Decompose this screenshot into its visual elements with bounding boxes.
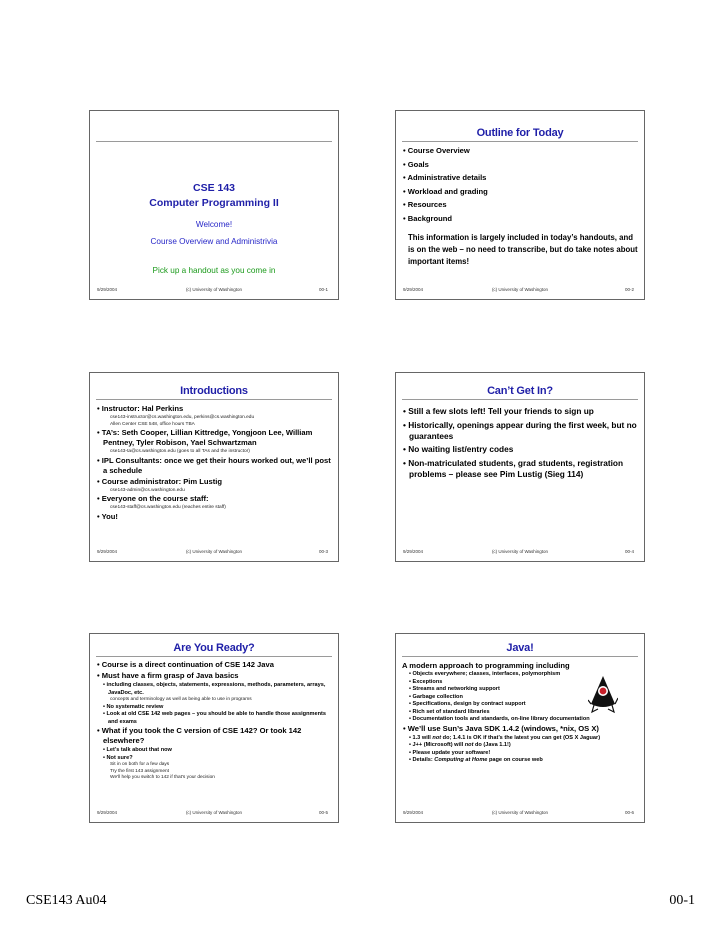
slide-4 (395, 372, 645, 562)
slide-5 (89, 633, 339, 823)
footer-page: 00-4 (624, 549, 634, 554)
sub-item: • No systematic review (103, 703, 164, 710)
list-item: • Course Overview (403, 146, 470, 155)
slide-title: Can’t Get In? (487, 385, 553, 397)
handout-text: Pick up a handout as you come in (152, 266, 276, 275)
intro-text: A modern approach to programming including (402, 661, 570, 670)
footer-page: 00-1 (318, 287, 328, 292)
footer-page: 00-2 (624, 287, 634, 292)
feature-item: • Streams and networking support (409, 686, 500, 692)
list-item: • Must have a firm grasp of Java basics (97, 671, 239, 680)
slide-footer (396, 285, 644, 295)
list-item: • No waiting list/entry codes (403, 444, 514, 454)
list-item: • Resources (403, 200, 447, 209)
list-item: • You! (97, 511, 118, 521)
title-rule (96, 399, 332, 400)
feature-item: • Specifications, design by contract support (409, 701, 526, 707)
sub-item: • Let’s talk about that now (103, 747, 172, 753)
sub-item: • Look at old CSE 142 web pages – you should be able to handle those assignments and exams (103, 711, 326, 725)
list-item: • TA’s: Seth Cooper, Lillian Kittredge, Yongjoon Lee, William Pentney, Tyler Robison, Yael Schwartzman (97, 428, 313, 447)
list-item: • Still a few slots left! Tell your friends to sign up (403, 406, 594, 416)
sub-text: Sit in on both for a few days (110, 762, 170, 767)
footer-copyright: (c) University of Washington (491, 287, 549, 292)
slide-2 (395, 110, 645, 300)
feature-item: • Garbage collection (409, 693, 463, 700)
footer-page: 00-6 (624, 810, 634, 815)
list-item: • Historically, openings appear during the first week, but no guarantees (403, 419, 637, 441)
footer-page: 00-5 (318, 810, 328, 815)
page-footer-number: 00-1 (669, 893, 695, 908)
subtitle-text: Course Overview and Administrivia (150, 237, 278, 246)
list-item: • Workload and grading (403, 186, 488, 196)
list-item: • Course is a direct continuation of CSE 142 Java (97, 660, 274, 669)
sub-item: • J++ (Microsoft) will not do (Java 1.1!) (409, 742, 511, 748)
title-rule (402, 141, 638, 142)
course-number: CSE 143 (192, 182, 236, 194)
footer-date: 9/29/2004 (97, 287, 118, 292)
sub-item: • including classes, objects, statements, expressions, methods, parameters, arrays, JavaDoc, etc. (103, 682, 326, 696)
footer-date: 9/29/2004 (97, 810, 118, 815)
feature-item: • Documentation tools and standards, on-line library documentation (409, 716, 590, 722)
slide-1 (89, 110, 339, 300)
slide-footer (396, 808, 644, 818)
footer-copyright: (c) University of Washington (185, 287, 243, 292)
sub-text: concepts and terminology as well as being able to use in programs (110, 697, 252, 702)
title-rule (402, 656, 638, 657)
slide-title: Java! (506, 642, 534, 654)
list-item: • Non-matriculated students, grad students, registration problems – please see Pim Lustig (Sieg 114) (403, 457, 624, 479)
sub-text: cse143-staff@cs.washington.edu (reaches entire staff) (110, 505, 226, 510)
page-footer-course: CSE143 Au04 (26, 893, 107, 908)
sub-text: cse143-admin@cs.washington.edu (110, 487, 185, 493)
list-item: • Administrative details (403, 173, 487, 182)
sub-item: • Please update your software! (409, 749, 491, 756)
footer-copyright: (c) University of Washington (491, 549, 549, 554)
slide-title: Are You Ready? (173, 642, 255, 654)
footer-date: 9/29/2004 (403, 287, 424, 292)
slide-title: Outline for Today (476, 127, 564, 139)
footer-date: 9/29/2004 (403, 810, 424, 815)
list-item: • IPL Consultants: once we get their hours worked out, we’ll post a schedule (97, 455, 331, 475)
list-item: • We’ll use Sun’s Java SDK 1.4.2 (windows, *nix, OS X) (403, 723, 599, 733)
title-rule (96, 656, 332, 657)
slide-footer (90, 808, 338, 818)
sub-text: cse143-instructor@cs.washington.edu, perkins@cs.washington.edu (110, 415, 255, 420)
list-item: • Goals (403, 159, 429, 169)
sub-item: • Details: Computing at Home page on course web (409, 757, 543, 763)
feature-item: • Objects everywhere; classes, interfaces, polymorphism (409, 671, 561, 677)
footer-copyright: (c) University of Washington (185, 549, 243, 554)
footer-date: 9/29/2004 (97, 549, 118, 554)
footer-copyright: (c) University of Washington (185, 810, 243, 815)
title-rule (402, 399, 638, 400)
feature-item: • Exceptions (409, 678, 443, 685)
feature-item: • Rich set of standard libraries (409, 708, 490, 715)
slide-footer (90, 285, 338, 295)
slide-6 (395, 633, 645, 823)
course-name: Computer Programming II (149, 197, 279, 209)
slide-footer (90, 547, 338, 557)
sub-item: • 1.3 will not do; 1.4.1 is OK if that’s the latest you can get (OS X Jaguar) (409, 734, 601, 741)
sub-text: Try the first 143 assignment (110, 768, 170, 774)
list-item: • Everyone on the course staff: (97, 494, 209, 503)
sub-text: cse143-ta@cs.washington.edu (goes to all TAs and the instructor) (110, 449, 250, 454)
sub-item: • Not sure? (103, 754, 133, 761)
slide-3 (89, 372, 339, 562)
footer-copyright: (c) University of Washington (491, 810, 549, 815)
sub-text: We'll help you switch to 142 if that's your decision (110, 775, 215, 780)
slide-footer (396, 547, 644, 557)
duke-mascot-icon (588, 674, 618, 714)
slide-title: Introductions (180, 385, 248, 397)
list-item: • Course administrator: Pim Lustig (97, 476, 223, 486)
list-item: • Instructor: Hal Perkins (97, 404, 184, 413)
footer-date: 9/29/2004 (403, 549, 424, 554)
note-text: This information is largely included in today’s handouts, and is on the web – no need to transcribe, but do take notes about important items! (408, 232, 638, 266)
sub-text: Allen Center CSE 548, office hours TBA (110, 421, 195, 427)
footer-page: 00-3 (318, 549, 328, 554)
list-item: • Background (403, 213, 453, 223)
welcome-text: Welcome! (195, 220, 233, 229)
list-item: • What if you took the C version of CSE 142? Or took 142 elsewhere? (97, 726, 302, 745)
title-rule (96, 141, 332, 142)
